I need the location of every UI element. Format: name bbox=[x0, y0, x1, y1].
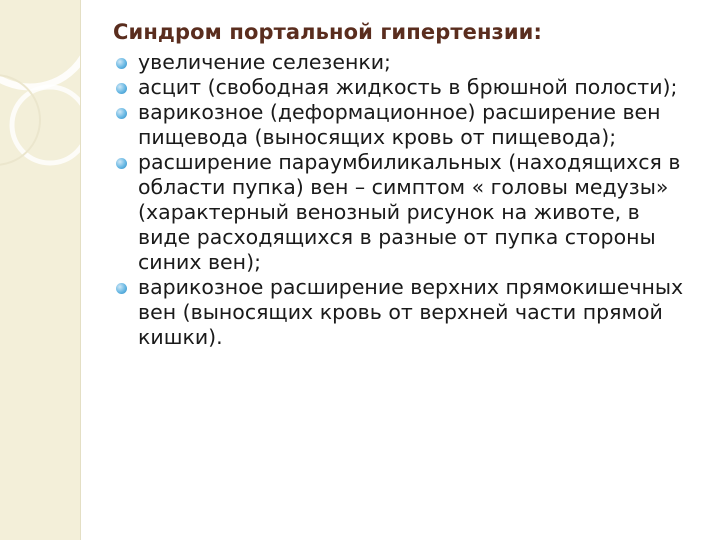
decorative-circles bbox=[0, 0, 80, 540]
bullet-icon bbox=[116, 158, 127, 169]
decorative-side-band bbox=[0, 0, 81, 540]
slide-title: Синдром портальной гипертензии: bbox=[113, 20, 542, 44]
bullet-list bbox=[113, 50, 698, 350]
bullet-text: асцит (свободная жидкость в брюшной полости); bbox=[138, 75, 678, 99]
bullet-text: увеличение селезенки; bbox=[138, 50, 391, 74]
list-item bbox=[113, 100, 698, 150]
bullet-icon bbox=[116, 283, 127, 294]
list-item bbox=[113, 275, 698, 350]
bullet-text: варикозное расширение верхних прямокишечных вен (выносящих кровь от верхней части прямой кишки). bbox=[138, 275, 684, 349]
bullet-icon bbox=[116, 58, 127, 69]
list-item bbox=[113, 75, 698, 100]
bullet-text: расширение параумбиликальных (находящихся в области пупка) вен – симптом « головы медузы» (характерный венозный рисунок на животе, в виде расходящихся в разные от пупка стороны синих вен); bbox=[138, 150, 681, 274]
bullet-icon bbox=[116, 108, 127, 119]
bullet-icon bbox=[116, 83, 127, 94]
bullet-text: варикозное (деформационное) расширение вен пищевода (выносящих кровь от пищевода); bbox=[138, 100, 661, 149]
slide-content bbox=[113, 20, 698, 350]
list-item bbox=[113, 50, 698, 75]
list-item bbox=[113, 150, 698, 275]
